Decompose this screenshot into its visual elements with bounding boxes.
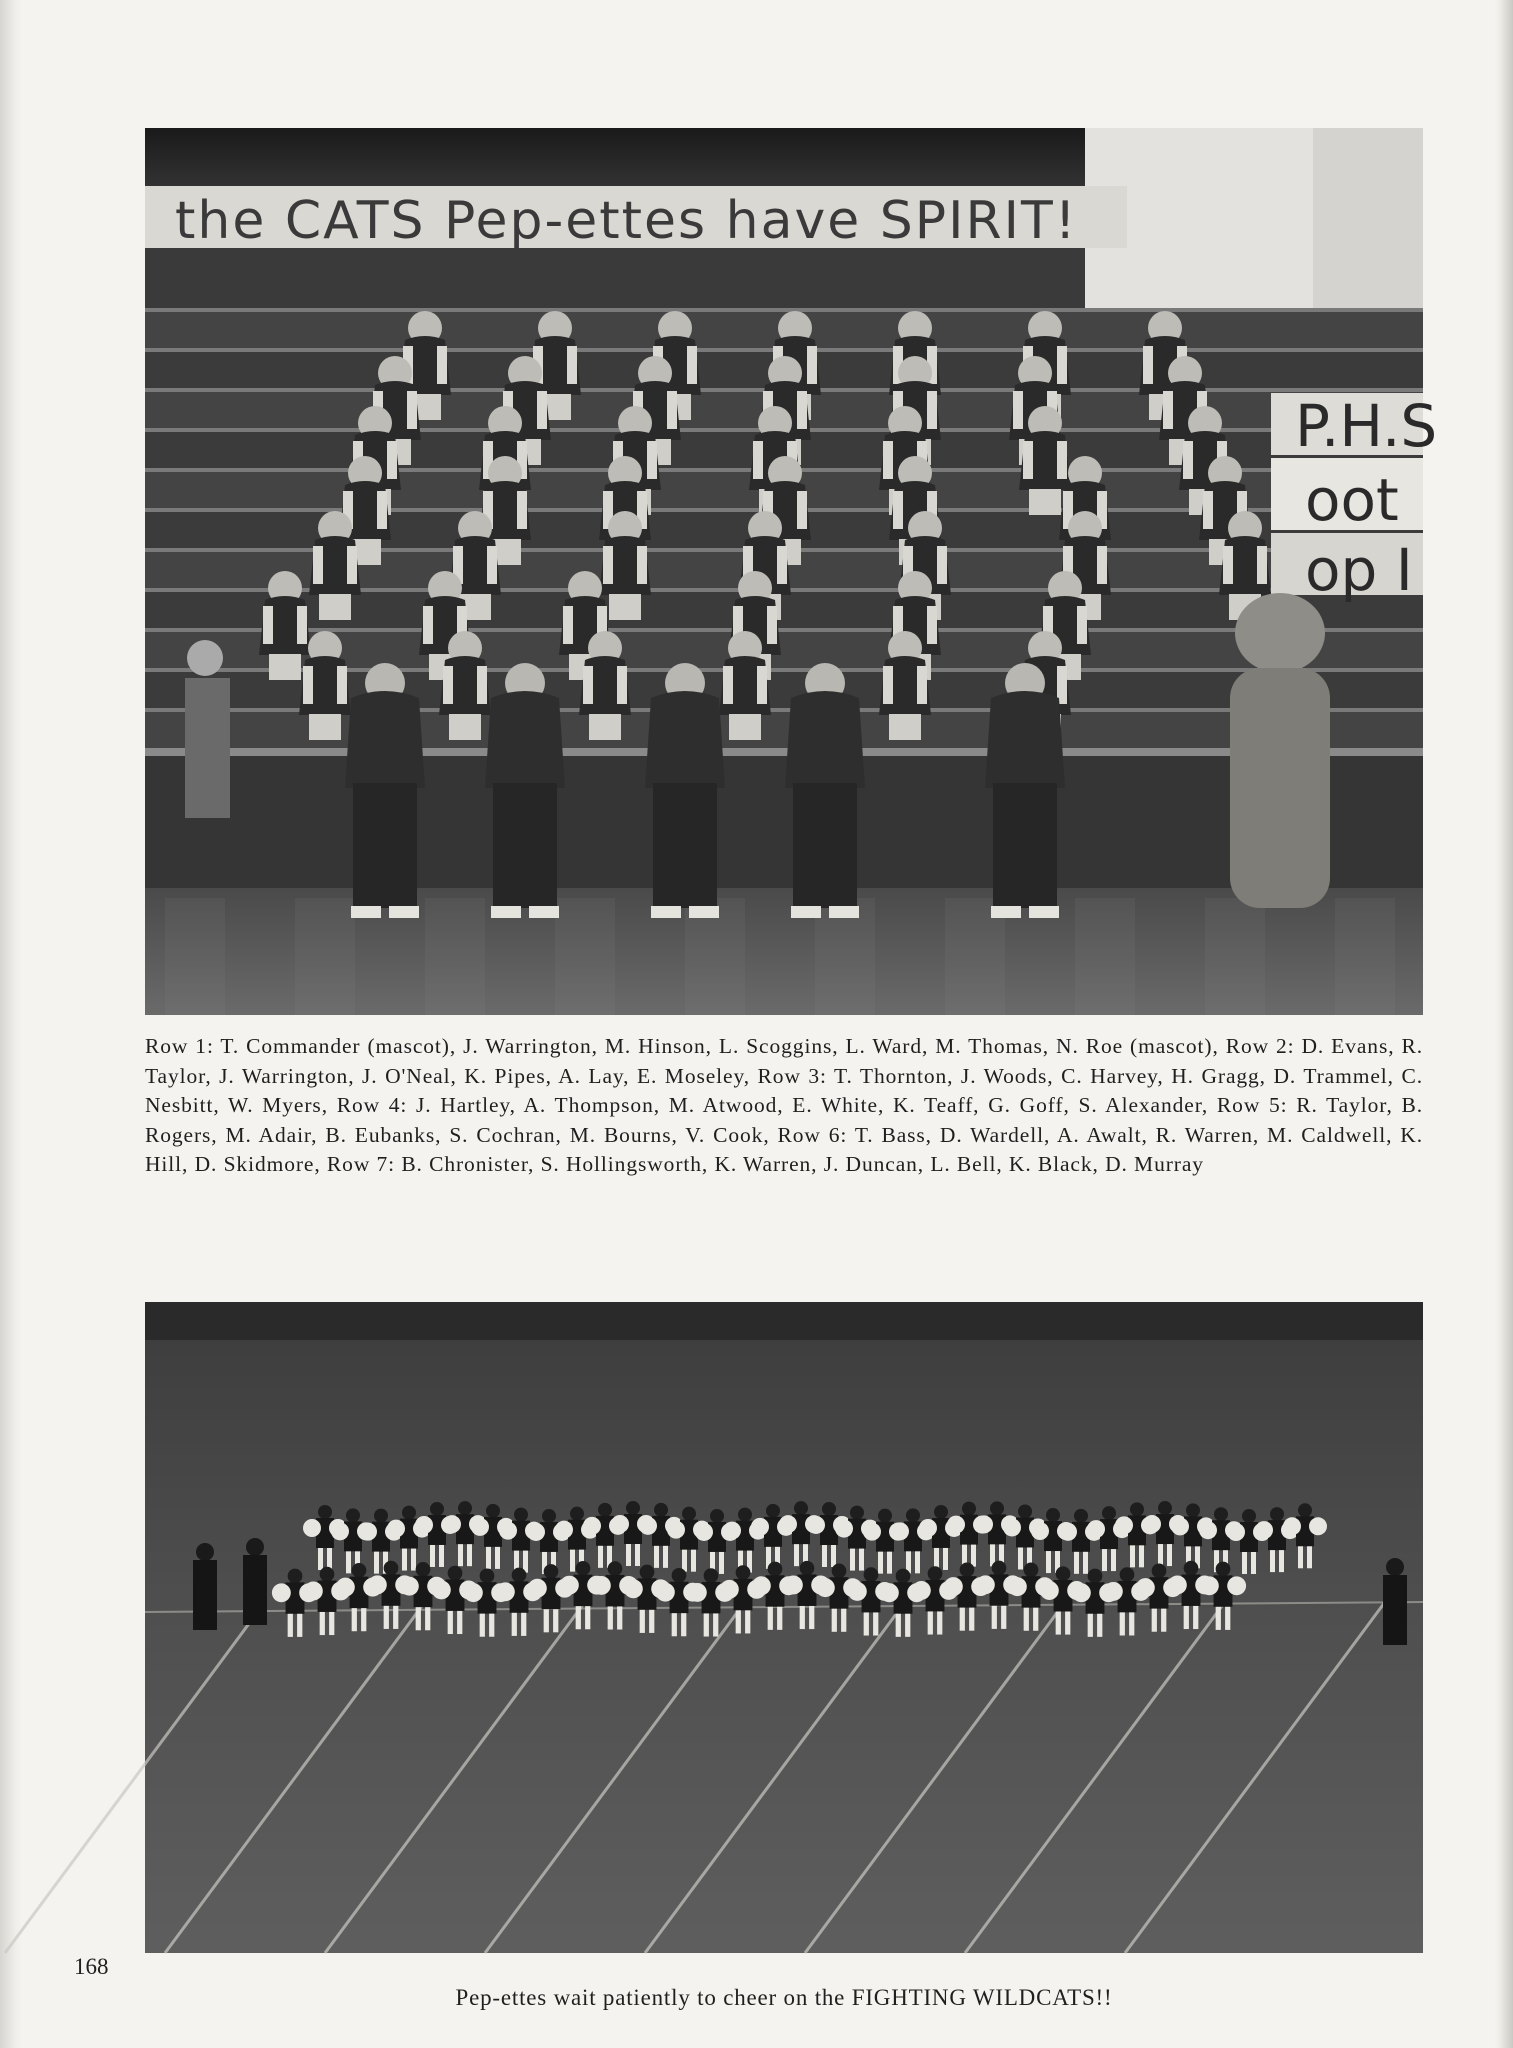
roster-caption: Row 1: T. Commander (mascot), J. Warrington, M. Hinson, L. Scoggins, L. Ward, M. Thomas, N. Roe (mascot), Row 2: D. Evans, R. Taylor, J. Warrington, J. O'Neal, K. Pipes, A. Lay, E. Moseley, Row 3: T. Thornton, J. Woods, C. Harvey, H. Gragg, D. Trammel, C. Nesbitt, W. Myers, Row 4: J. Hartley, A. Thompson, M. Atwood, E. White, K. Teaff, G. Goff, S. Alexander, Row 5: R. Taylor, B. Rogers, M. Adair, B. Eubanks, S. Cochran, M. Bourns, V. Cook, Row 6: T. Bass, D. Wardell, A. Awalt, R. Warren, M. Caldwell, K. Hill, D. Skidmore, Row 7: B. Chronister, S. Hollingsworth, K. Warren, J. Duncan, L. Bell, K. Black, D. Murray xyxy=(145,1034,1423,1176)
sign-line-2: oot xyxy=(1305,466,1399,534)
front-row-figure xyxy=(985,663,1065,918)
sign-line-3: op I xyxy=(1305,536,1413,604)
bottom-photo-caption: Pep-ettes wait patiently to cheer on the FIGHTING WILDCATS!! xyxy=(455,1985,1113,2010)
front-row-figure xyxy=(785,663,865,918)
mascot-wildcat-costume xyxy=(1230,593,1330,908)
page-number: 168 xyxy=(74,1954,109,1979)
banner-text: the CATS Pep-ettes have SPIRIT! xyxy=(175,191,1078,251)
pep-ettes-group-photo xyxy=(145,128,1438,1015)
sign-line-1: P.H.S xyxy=(1295,392,1438,460)
front-row-figure xyxy=(485,663,565,918)
page-edge-left xyxy=(0,0,22,2048)
football-field-photo xyxy=(145,1302,1423,1953)
front-row-figure xyxy=(645,663,725,918)
front-row-figure xyxy=(345,663,425,918)
page-edge-right xyxy=(1495,0,1513,2048)
